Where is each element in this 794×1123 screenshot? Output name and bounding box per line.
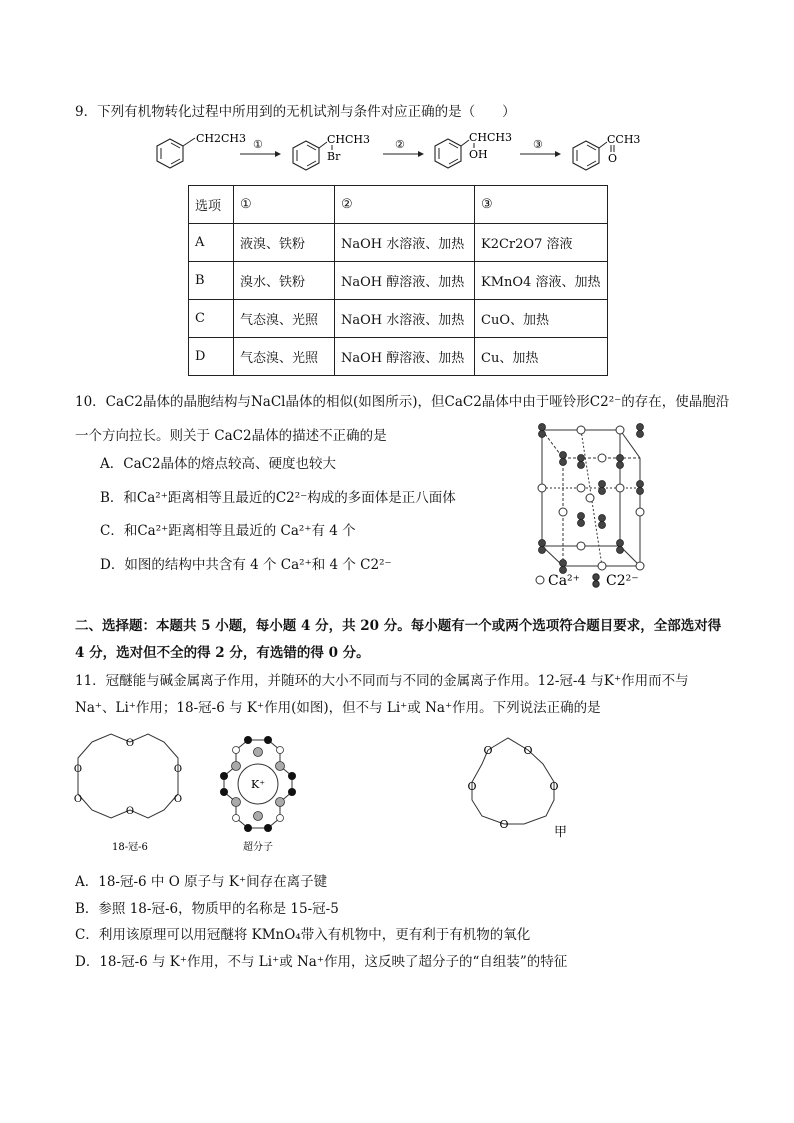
table-cell: C <box>189 300 234 338</box>
crown-label: 18-冠-6 <box>112 842 148 853</box>
table-cell: K2Cr2O7 溶液 <box>475 224 608 262</box>
q10-option-b: B．和Ca²⁺距离相等且最近的C2²⁻构成的多面体是正八面体 <box>100 490 456 506</box>
bromo-structure <box>293 133 370 170</box>
crown-ether-figures <box>68 730 568 862</box>
q10-stem-line1: 10．CaC2晶体的晶胞结构与NaCl晶体的相似(如图所示)，但CaC2晶体中由于哑铃形C2²⁻的存在，使晶胞沿 <box>75 394 730 410</box>
table-cell: ② <box>335 186 475 224</box>
q9-reaction-scheme <box>145 128 665 180</box>
o-atom-label: O <box>523 744 533 757</box>
o-atom-label: O <box>173 794 183 805</box>
table-row <box>189 300 608 338</box>
table-header-row <box>189 186 608 224</box>
ca-legend-label: Ca²⁺ <box>548 573 581 589</box>
o-atom-label: O <box>483 744 493 757</box>
table-cell: NaOH 水溶液、加热 <box>335 300 475 338</box>
q11-option-d: D．18-冠-6 与 K⁺作用，不与 Li⁺或 Na⁺作用，这反映了超分子的“自组装”的特征 <box>75 954 568 970</box>
q10-stem-line2: 一个方向拉长。则关于 CaC2晶体的描述不正确的是 <box>75 428 387 444</box>
ca-legend-marker <box>536 576 544 584</box>
arrow-1-head <box>275 151 281 157</box>
table-row <box>189 262 608 300</box>
table-cell: 选项 <box>189 186 234 224</box>
table-cell: NaOH 醇溶液、加热 <box>335 262 475 300</box>
q9-options-table <box>188 185 608 376</box>
cac2-unit-cell-diagram <box>528 418 658 590</box>
step-2-label: ② <box>395 138 405 151</box>
q11-stem-line1: 11．冠醚能与碱金属离子作用，并随环的大小不同而与不同的金属离子作用。12-冠-4 与K⁺作用而不与 <box>75 673 689 689</box>
table-cell: NaOH 水溶液、加热 <box>335 224 475 262</box>
o-atom-label: O <box>73 764 83 775</box>
o-atom-label: O <box>467 780 477 793</box>
q11-option-a: A．18-冠-6 中 O 原子与 K⁺间存在离子键 <box>75 874 328 890</box>
s4-group-label: O <box>608 152 618 165</box>
k-ion-label: K⁺ <box>250 778 266 791</box>
o-atom-label: O <box>125 806 135 817</box>
o-atom-label: O <box>73 794 83 805</box>
arrow-2-head <box>418 151 424 157</box>
s2-group-label: Br <box>327 150 341 163</box>
supra-label: 超分子 <box>243 842 273 853</box>
s4-sub-label: CCH3 <box>607 133 641 146</box>
table-cell: D <box>189 338 234 376</box>
table-row <box>189 224 608 262</box>
table-cell: A <box>189 224 234 262</box>
arrow-3-head <box>555 151 561 157</box>
s1-sub-label: CH2CH3 <box>196 132 247 145</box>
ethylbenzene-structure <box>157 132 246 168</box>
q10-option-c: C．和Ca²⁺距离相等且最近的 Ca²⁺有 4 个 <box>100 523 356 539</box>
table-cell: ① <box>234 186 335 224</box>
table-cell: 液溴、铁粉 <box>234 224 335 262</box>
table-cell: 溴水、铁粉 <box>234 262 335 300</box>
section2-line1: 二、选择题：本题共 5 小题，每小题 4 分，共 20 分。每小题有一个或两个选项符合题目要求，全部选对得 <box>75 618 722 634</box>
table-cell: 气态溴、光照 <box>234 338 335 376</box>
table-cell: CuO、加热 <box>475 300 608 338</box>
o-atom-label: O <box>125 738 135 749</box>
table-cell: KMnO4 溶液、加热 <box>475 262 608 300</box>
q11-stem-line2: Na⁺、Li⁺作用；18-冠-6 与 K⁺作用(如图)，但不与 Li⁺或 Na⁺作用。下列说法正确的是 <box>75 700 601 716</box>
s2-sub-label: CHCH3 <box>327 133 371 146</box>
s3-sub-label: CHCH3 <box>469 131 513 144</box>
c2-legend-label: C2²⁻ <box>606 573 639 589</box>
jia-label: 甲 <box>554 825 568 840</box>
table-cell: B <box>189 262 234 300</box>
q9-stem: 9．下列有机物转化过程中所用到的无机试剂与条件对应正确的是（ ） <box>75 104 516 120</box>
q10-option-a: A．CaC2晶体的熔点较高、硬度也较大 <box>100 456 337 472</box>
table-cell: NaOH 醇溶液、加热 <box>335 338 475 376</box>
q11-option-c: C．利用该原理可以用冠醚将 KMnO₄带入有机物中，更有利于有机物的氧化 <box>75 927 531 943</box>
c2-legend-marker <box>593 574 599 580</box>
q11-option-b: B．参照 18-冠-6，物质甲的名称是 15-冠-5 <box>75 901 339 917</box>
step-1-label: ① <box>253 138 263 151</box>
alcohol-structure <box>435 131 512 168</box>
s3-group-label: OH <box>469 148 488 161</box>
section2-line2: 4 分，选对但不全的得 2 分，有选错的得 0 分。 <box>75 645 370 661</box>
supramolecule-structure <box>220 736 296 832</box>
table-cell: ③ <box>475 186 608 224</box>
ketone-structure <box>573 133 640 170</box>
o-atom-label: O <box>173 764 183 775</box>
o-atom-label: O <box>499 818 509 831</box>
step-3-label: ③ <box>533 138 543 151</box>
table-cell: Cu、加热 <box>475 338 608 376</box>
table-row <box>189 338 608 376</box>
table-cell: 气态溴、光照 <box>234 300 335 338</box>
q10-option-d: D．如图的结构中共含有 4 个 Ca²⁺和 4 个 C2²⁻ <box>100 557 392 573</box>
o-atom-label: O <box>549 780 559 793</box>
